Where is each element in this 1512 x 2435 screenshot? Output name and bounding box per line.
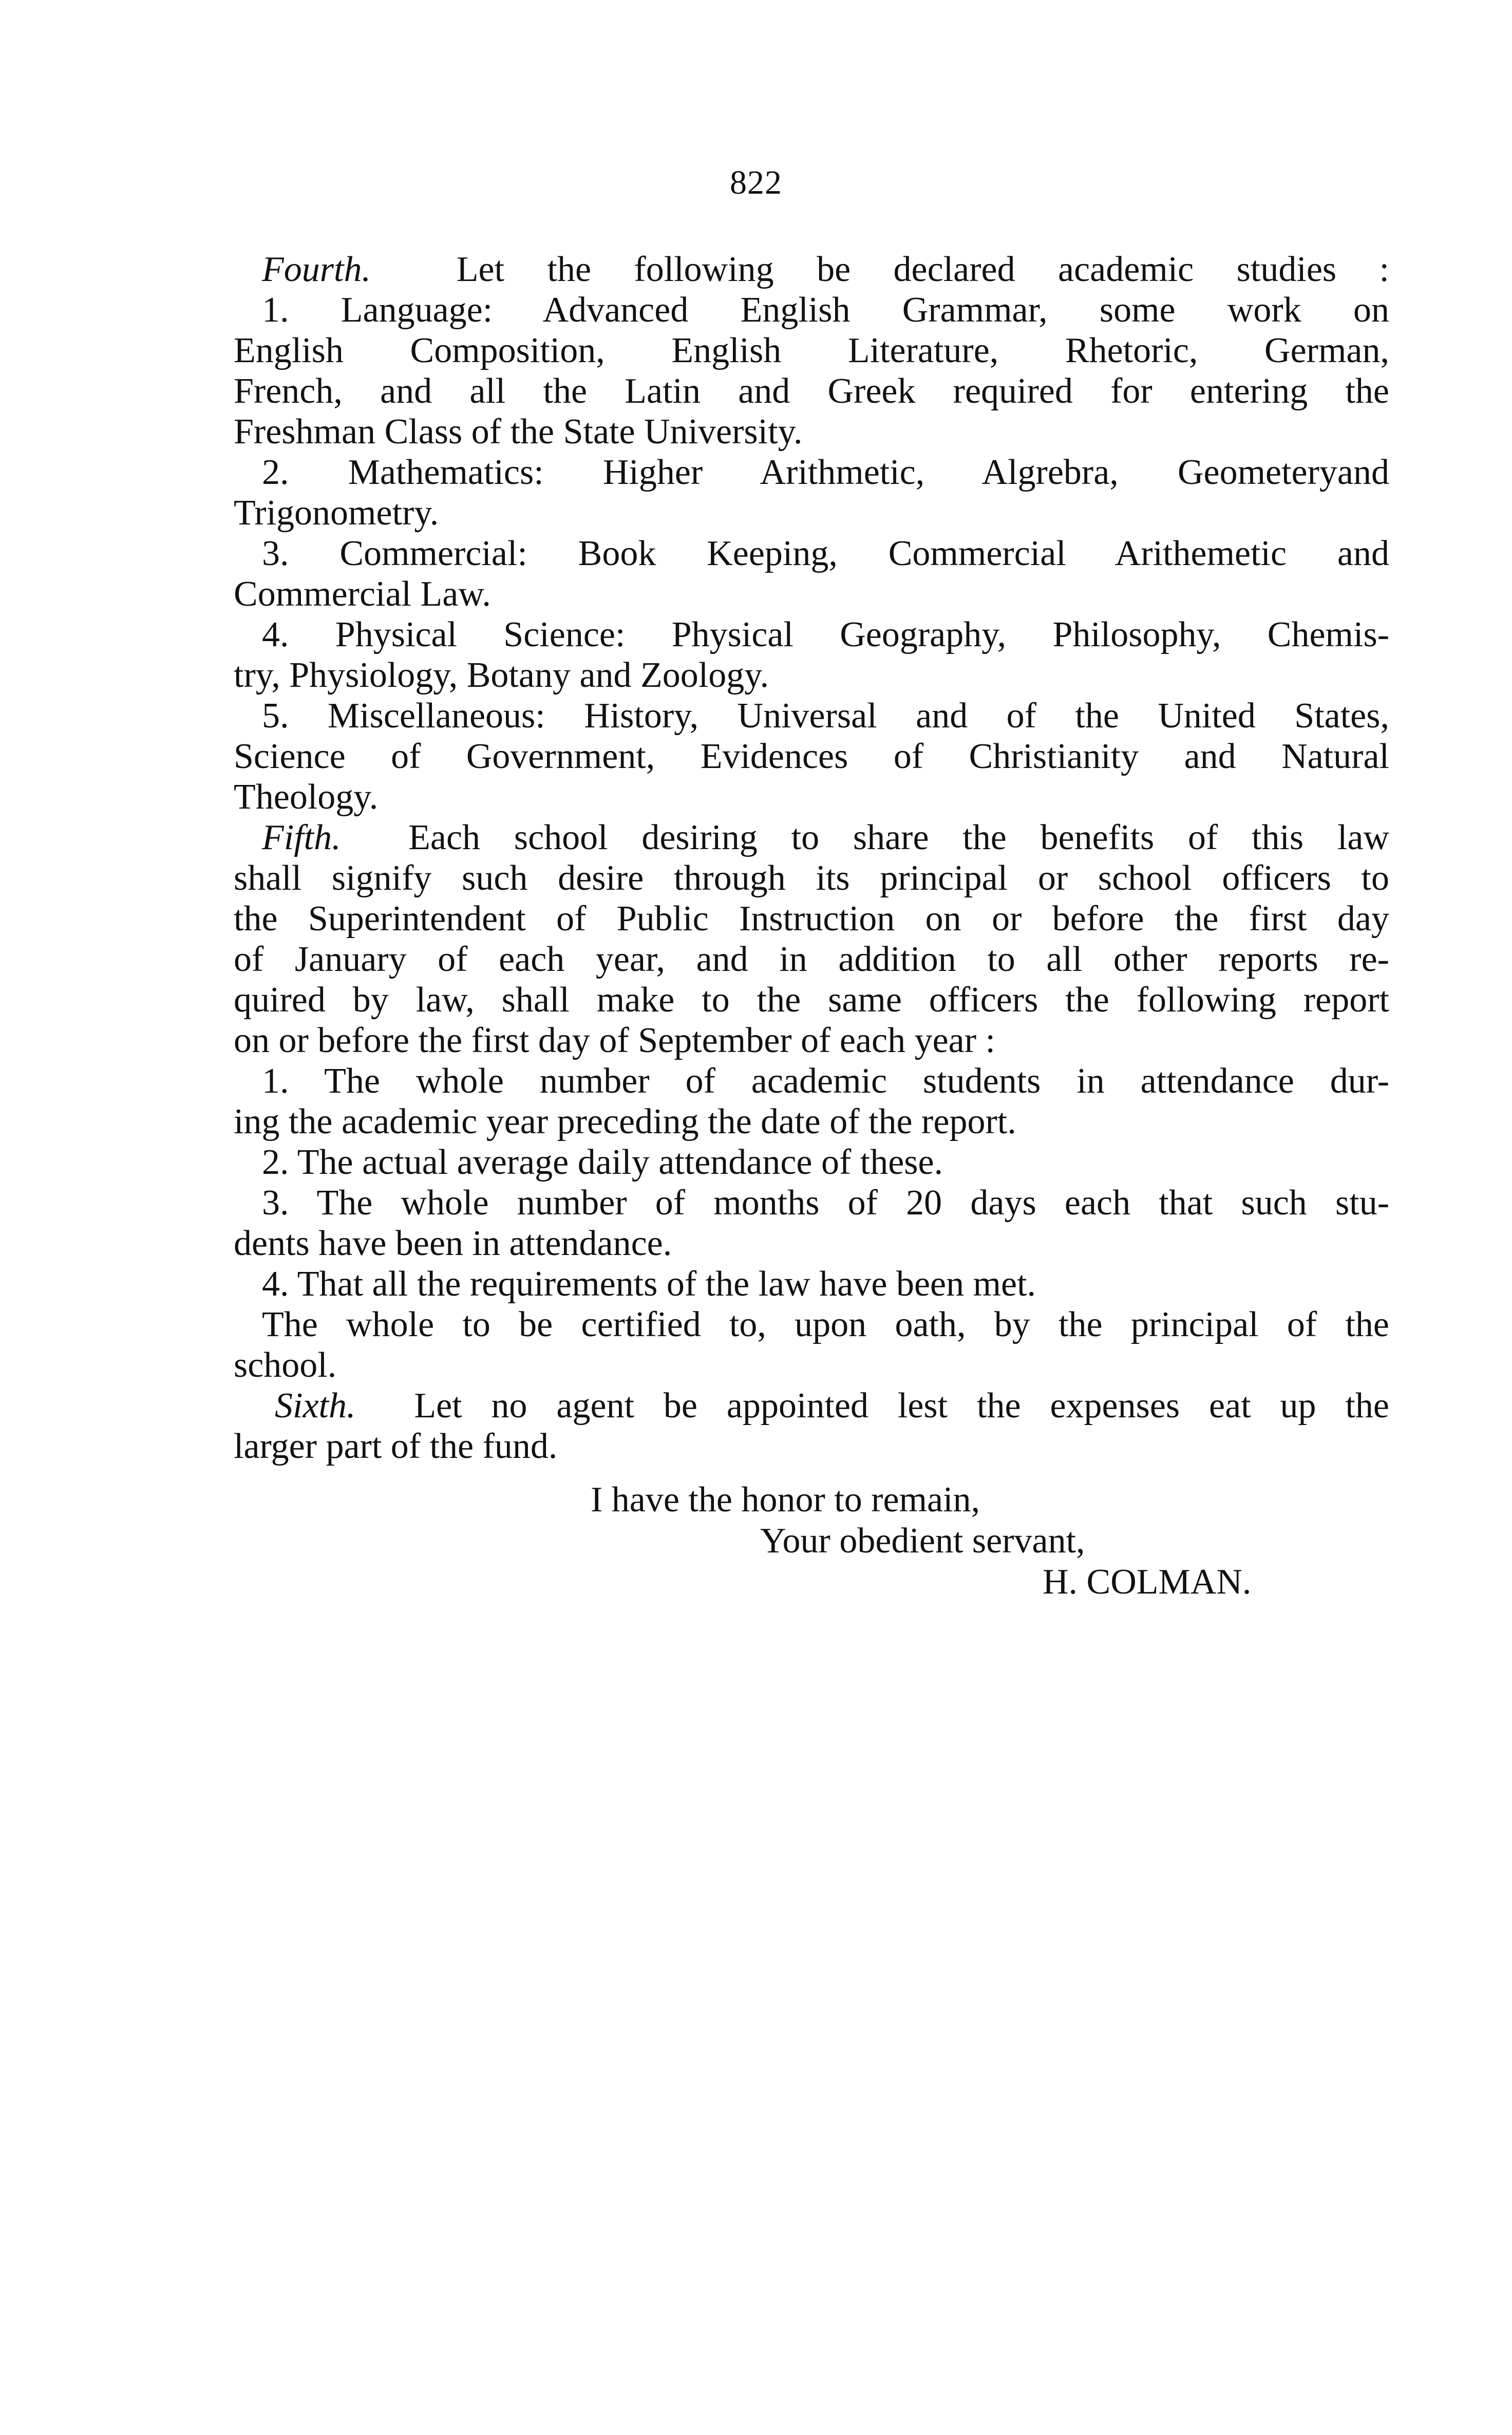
- text-line: Freshman Class of the State University.: [234, 412, 803, 452]
- text-line: school.: [234, 1345, 337, 1385]
- text-line: try, Physiology, Botany and Zoology.: [234, 655, 769, 695]
- section-label-fourth: Fourth.: [262, 250, 371, 289]
- text-line: The whole to be certified to, upon oath, by the principal of the: [262, 1305, 1389, 1344]
- sixth-first-line: Let no agent be appointed lest the expenses eat up the: [414, 1386, 1389, 1426]
- sixth-heading-line: [234, 1385, 1389, 1426]
- text-line: 4. Physical Science: Physical Geography, Philosophy, Chemis-: [262, 615, 1389, 654]
- text-line: Commercial Law.: [234, 574, 491, 614]
- signature: H. COLMAN.: [1043, 1562, 1252, 1602]
- closing-salutation: Your obedient servant,: [760, 1521, 1085, 1561]
- section-label-fifth: Fifth.: [262, 818, 341, 857]
- text-line: French, and all the Latin and Greek required for entering the: [234, 371, 1389, 411]
- text-line: 3. The whole number of months of 20 days each that such stu-: [262, 1183, 1389, 1223]
- text-line: 1. Language: Advanced English Grammar, some work on: [262, 290, 1389, 330]
- text-line: 2. The actual average daily attendance of these.: [262, 1142, 943, 1182]
- fourth-heading-line: [234, 249, 1389, 290]
- text-line: quired by law, shall make to the same officers the following report: [234, 980, 1389, 1020]
- fifth-first-line: Each school desiring to share the benefits of this law: [408, 818, 1390, 857]
- text-line: 1. The whole number of academic students in attendance dur-: [262, 1061, 1389, 1101]
- text-line: 5. Miscellaneous: History, Universal and of the United States,: [262, 696, 1389, 736]
- text-line: 2. Mathematics: Higher Arithmetic, Algrebra, Geometeryand: [262, 453, 1389, 492]
- fourth-intro: Let the following be declared academic studies :: [456, 250, 1389, 289]
- text-line: on or before the first day of September of each year :: [234, 1021, 995, 1060]
- text-line: 4. That all the requirements of the law have been met.: [262, 1264, 1036, 1304]
- text-line: 3. Commercial: Book Keeping, Commercial Arithemetic and: [262, 534, 1389, 573]
- text-line: shall signify such desire through its principal or school officers to: [234, 858, 1389, 898]
- text-line: larger part of the fund.: [234, 1427, 558, 1466]
- text-line: Science of Government, Evidences of Christianity and Natural: [234, 737, 1389, 776]
- page-number: 822: [730, 164, 782, 201]
- document-body: [234, 249, 1389, 1467]
- text-line: ing the academic year preceding the date of the report.: [234, 1102, 1016, 1141]
- text-line: English Composition, English Literature, Rhetoric, German,: [234, 331, 1389, 370]
- text-line: of January of each year, and in addition to all other reports re-: [234, 940, 1389, 979]
- fifth-heading-line: [234, 817, 1389, 858]
- text-line: the Superintendent of Public Instruction on or before the first day: [234, 899, 1389, 939]
- text-line: Trigonometry.: [234, 493, 439, 533]
- text-line: Theology.: [234, 777, 379, 817]
- closing-line: I have the honor to remain,: [591, 1480, 980, 1520]
- section-label-sixth: Sixth.: [275, 1386, 356, 1426]
- text-line: dents have been in attendance.: [234, 1224, 672, 1263]
